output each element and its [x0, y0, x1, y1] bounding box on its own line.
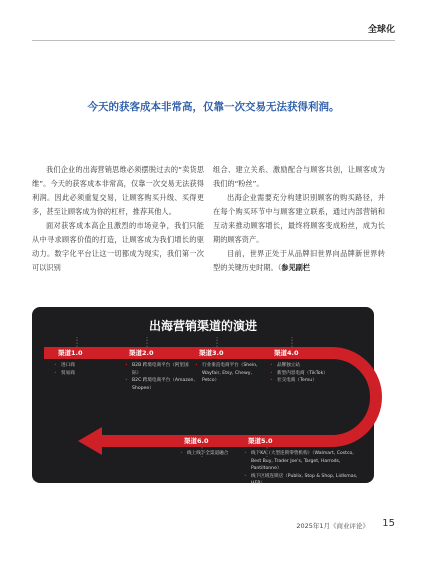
- channel-label: 渠道2.0: [125, 347, 158, 358]
- channel-item: • 线下区域连锁店（Publix, Stop & Shop, Lidlsmas, HEB）: [244, 473, 362, 488]
- channel-label: 渠道1.0: [54, 347, 87, 358]
- channel-label: 渠道6.0: [180, 435, 213, 446]
- page-number: 15: [382, 518, 395, 529]
- channel-item: • B2B 跨境电商平台（阿里国际）: [125, 362, 195, 377]
- paragraph: 我们企业的出海营销思维必须摆脱过去的“卖货思维”。今天的获客成本非常高，仅靠一次交易无法获得利润。因此必须重复交易，让顾客购买升级、买得更多，甚至让顾客成为你的杠杆，推荐其他人。: [32, 165, 204, 216]
- channel-items: [195, 362, 267, 385]
- paragraph: [213, 247, 385, 275]
- channel-item: • 贸易商: [54, 370, 124, 378]
- paragraph-text: 目前，世界正处于从品牌旧世界向品牌新世界转型的关键历史时期。（: [213, 249, 385, 272]
- pull-quote: 今天的获客成本非常高，仅靠一次交易无法获得利润。: [87, 101, 340, 113]
- paragraph: 组合、建立关系、激励配合与顾客共创，让顾客成为我们的“粉丝”。: [213, 165, 385, 188]
- channel-item: • 新型内容电商（TikTok）: [270, 370, 340, 378]
- channel-item: • 行业垂直电商平台（Shein, Wayfair, Etsy, Chewy, Petco）: [195, 362, 267, 385]
- channel-item: • 线上线下全渠道融合: [180, 450, 238, 458]
- channel-item: • 进口商: [54, 362, 124, 370]
- channel-item: • 社交电商（Temu）: [270, 377, 340, 385]
- channel-items: [244, 450, 362, 488]
- header-rule: [32, 40, 395, 41]
- figure-title: 出海营销渠道的演进: [148, 319, 257, 333]
- channel-label: 渠道4.0: [270, 347, 303, 358]
- sidebar-reference: 参见副栏: [281, 263, 311, 272]
- channel-label: 渠道3.0: [195, 347, 228, 358]
- evolution-arrow-head: [78, 427, 102, 455]
- section-tag: 全球化: [367, 25, 395, 35]
- issue-label: 2025年1月《商业评论》: [296, 522, 369, 530]
- channel-items: [54, 362, 124, 377]
- channel-item: • 品牌独立站: [270, 362, 340, 370]
- channel-items: [125, 362, 195, 392]
- channel-items: [270, 362, 340, 385]
- body-column-right: [213, 163, 385, 275]
- channel-evolution-figure: [32, 307, 374, 486]
- paragraph: 出海企业需要充分构建识别顾客的购买路径，并在每个购买环节中与顾客建立联系，通过内部营销和互动来推动顾客增长，最终将顾客变成粉丝，成为长期的顾客资产。: [213, 193, 385, 244]
- body-column-left: [32, 163, 204, 275]
- paragraph: 面对获客成本高企且激烈的市场竞争，我们只能从中寻求顾客价值的打造，让顾客成为我们增长的驱动力。数字化平台让这一切都成为现实，我们第一次可以识别: [32, 221, 204, 272]
- channel-item: • B2C 跨境电商平台（Amazon, Shopee）: [125, 377, 195, 392]
- channel-items: [180, 450, 238, 458]
- channel-label: 渠道5.0: [244, 435, 277, 446]
- channel-item: • 线下KA（大型连锁零售机构）（Walmart, Costco, Best Buy, Trader Joe's, Target, Harrods, Pantiltonne）: [244, 450, 362, 473]
